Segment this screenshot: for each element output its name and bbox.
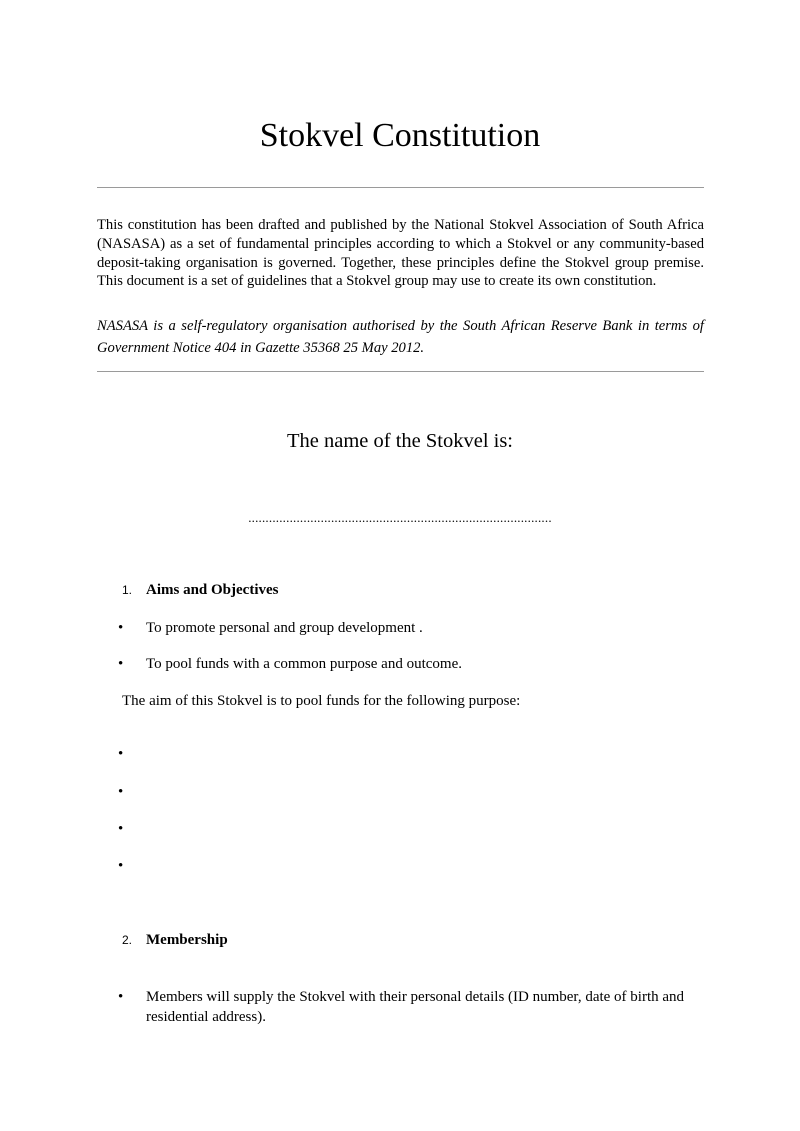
top-divider [97, 187, 704, 188]
intro-paragraph: This constitution has been drafted and published by the National Stokvel Association of South Africa (NASASA) as a set of fundamental principles according to which a Stokvel or any community-based deposit-taking organisation is governed. Together, these principles define the Stokvel group premise. This document is a set of guidelines that a Stokvel group may use to create its own constitution. [97, 217, 704, 290]
list-item-text: To promote personal and group development . [146, 620, 423, 636]
section-number: 1. [122, 583, 133, 597]
intro-italic-note: NASASA is a self-regulatory organisation authorised by the South African Reserve Bank in terms of Government Notice 404 in Gazette 35368 25 May 2012. [97, 318, 704, 356]
section-label: Membership [146, 932, 228, 948]
bullet-icon: • [118, 989, 124, 1005]
section-number: 2. [122, 933, 133, 947]
section-membership-heading [122, 930, 228, 950]
stokvel-name-blank-line[interactable]: ........................................................................................ [248, 510, 552, 525]
bullet-icon: • [118, 656, 124, 672]
bullet-icon: • [118, 784, 124, 800]
bullet-icon: • [118, 821, 124, 837]
bottom-divider [97, 371, 704, 372]
bullet-icon: • [118, 858, 124, 874]
list-item-text: To pool funds with a common purpose and outcome. [146, 656, 462, 672]
document-title: Stokvel Constitution [259, 117, 541, 154]
section-label: Aims and Objectives [146, 582, 279, 598]
aims-purpose-paragraph: The aim of this Stokvel is to pool funds for the following purpose: [122, 693, 521, 709]
list-item-text: Members will supply the Stokvel with their personal details (ID number, date of birth and residential address). [146, 989, 685, 1025]
bullet-icon: • [118, 620, 124, 636]
section-aims-heading [122, 580, 279, 600]
bullet-icon: • [118, 746, 124, 762]
stokvel-name-heading: The name of the Stokvel is: [286, 430, 514, 452]
